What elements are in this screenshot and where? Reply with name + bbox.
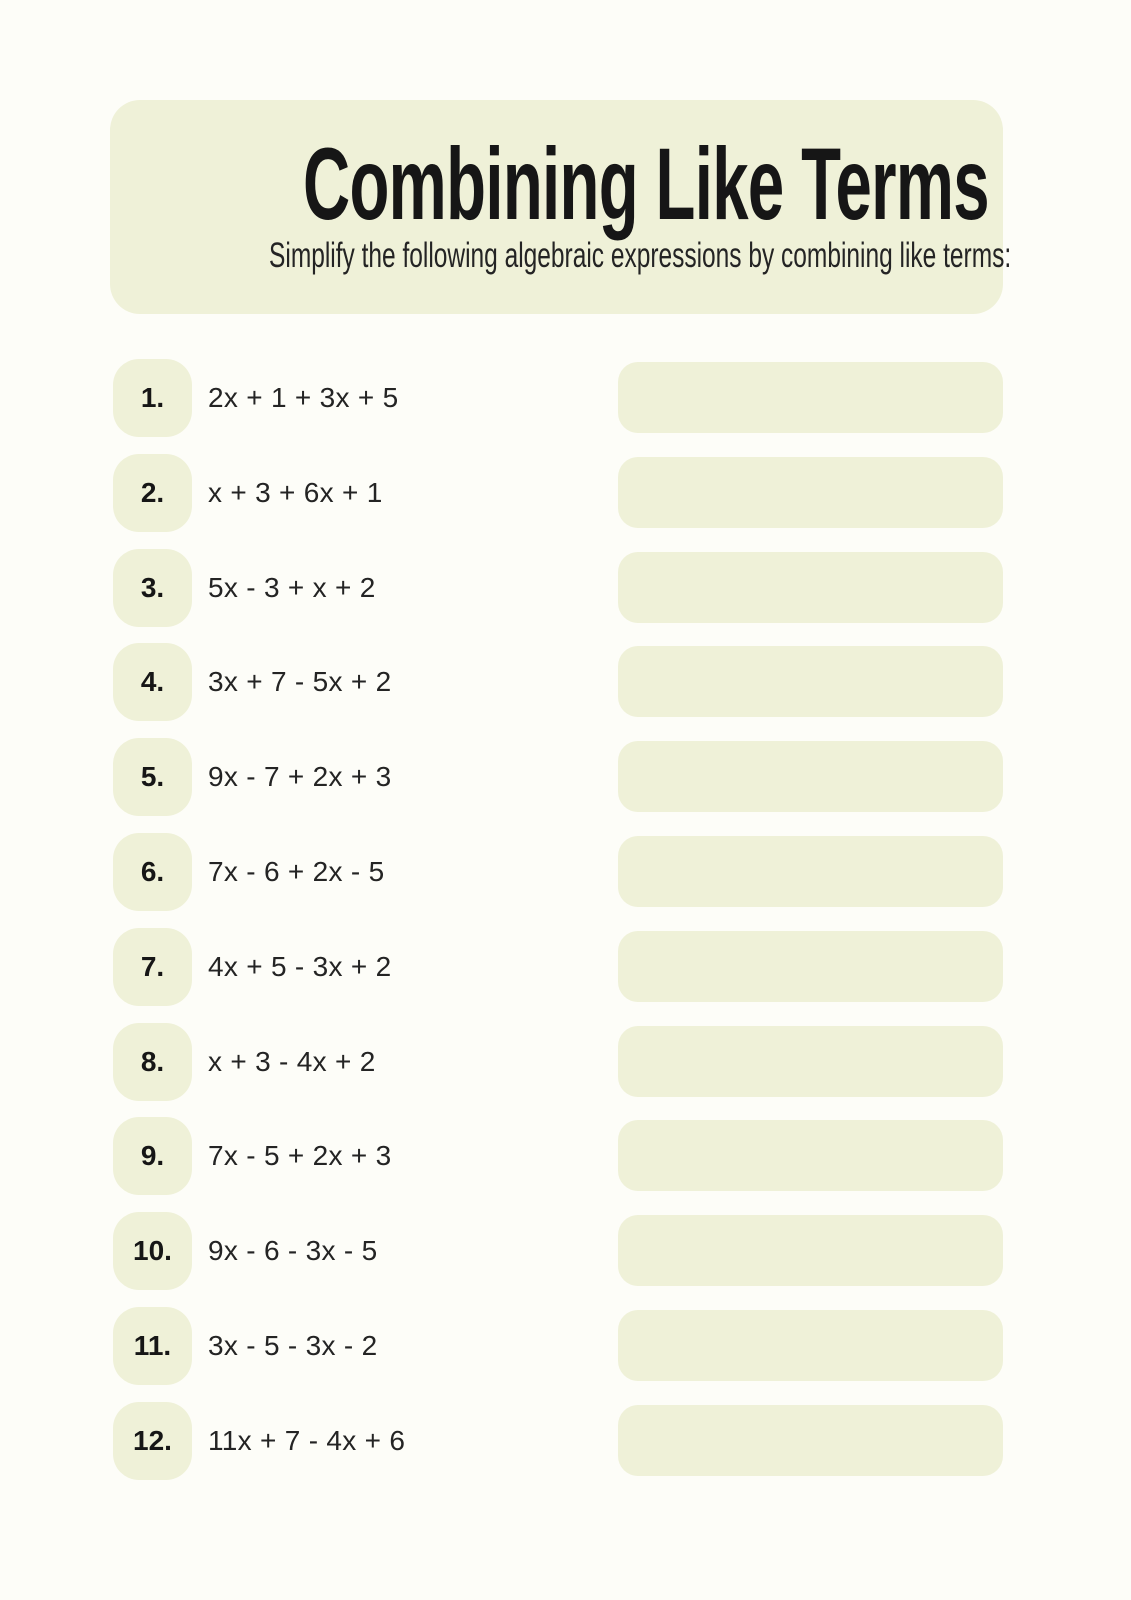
problem-row: [0, 833, 1131, 911]
problem-expression: 7x - 5 + 2x + 3: [208, 1140, 392, 1172]
worksheet-header: [110, 100, 1012, 314]
problem-number-label: 1.: [140, 382, 165, 413]
problem-number-label: 5.: [140, 761, 165, 793]
problem-expression: 7x - 6 + 2x - 5: [208, 855, 385, 887]
answer-box[interactable]: [618, 1215, 1003, 1286]
problem-expression: 3x - 5 - 3x - 2: [208, 1329, 378, 1361]
answer-box[interactable]: [618, 1120, 1003, 1191]
problem-number-badge: [113, 928, 192, 1006]
problem-expression: 3x + 7 - 5x + 2: [208, 666, 392, 698]
problem-row: [0, 454, 1131, 532]
problem-number-badge: [113, 833, 192, 911]
answer-box[interactable]: [618, 457, 1003, 528]
problem-row: [0, 1212, 1131, 1290]
answer-box[interactable]: [618, 552, 1003, 623]
problem-expression: 11x + 7 - 4x + 6: [208, 1424, 406, 1456]
problem-number-badge: [113, 738, 192, 816]
problem-expression: 5x - 3 + x + 2: [208, 571, 376, 603]
problem-number-label: 7.: [140, 950, 165, 982]
answer-box[interactable]: [618, 1310, 1003, 1381]
answer-box[interactable]: [618, 741, 1003, 812]
problem-expression: x + 3 - 4x + 2: [208, 1045, 376, 1077]
answer-box[interactable]: [618, 1405, 1003, 1476]
problem-number-badge: [113, 643, 192, 721]
problem-row: [0, 1307, 1131, 1385]
problem-expression: 2x + 1 + 3x + 5: [208, 382, 399, 413]
problem-number-label: 9.: [140, 1140, 165, 1172]
problem-expression: x + 3 + 6x + 1: [208, 476, 383, 508]
problem-row: [0, 738, 1131, 816]
problem-number-badge: [113, 1307, 192, 1385]
problem-number-label: 11.: [133, 1329, 172, 1361]
answer-box[interactable]: [618, 836, 1003, 907]
problem-row: [0, 928, 1131, 1006]
problem-expression: 9x - 7 + 2x + 3: [208, 761, 392, 793]
problem-number-label: 6.: [140, 855, 165, 887]
problem-row: [0, 549, 1131, 627]
answer-box[interactable]: [618, 362, 1003, 433]
problem-number-badge: [113, 1023, 192, 1101]
problem-number-badge: [113, 359, 192, 437]
problem-row: [0, 359, 1131, 437]
problem-number-label: 8.: [140, 1045, 165, 1077]
problem-expression: 4x + 5 - 3x + 2: [208, 950, 392, 982]
problem-row: [0, 1402, 1131, 1480]
answer-box[interactable]: [618, 1026, 1003, 1097]
problem-number-badge: [113, 549, 192, 627]
page-subtitle: Simplify the following algebraic expressions by combining like terms:: [269, 236, 1012, 275]
answer-box[interactable]: [618, 931, 1003, 1002]
problem-number-badge: [113, 454, 192, 532]
problem-number-label: 10.: [133, 1235, 172, 1267]
title-line: [110, 127, 1003, 241]
problem-row: [0, 643, 1131, 721]
problem-number-badge: [113, 1212, 192, 1290]
problem-expression: 9x - 6 - 3x - 5: [208, 1235, 378, 1267]
problem-number-badge: [113, 1117, 192, 1195]
problem-number-label: 2.: [140, 476, 165, 508]
problem-number-badge: [113, 1402, 192, 1480]
page-title: Combining Like Terms: [302, 127, 989, 241]
problem-number-label: 4.: [140, 666, 165, 698]
problem-list: [0, 359, 1131, 1480]
subtitle-line: [110, 234, 1012, 278]
answer-box[interactable]: [618, 646, 1003, 717]
problem-number-label: 12.: [133, 1424, 172, 1456]
problem-row: [0, 1023, 1131, 1101]
problem-number-label: 3.: [140, 571, 165, 603]
problem-row: [0, 1117, 1131, 1195]
